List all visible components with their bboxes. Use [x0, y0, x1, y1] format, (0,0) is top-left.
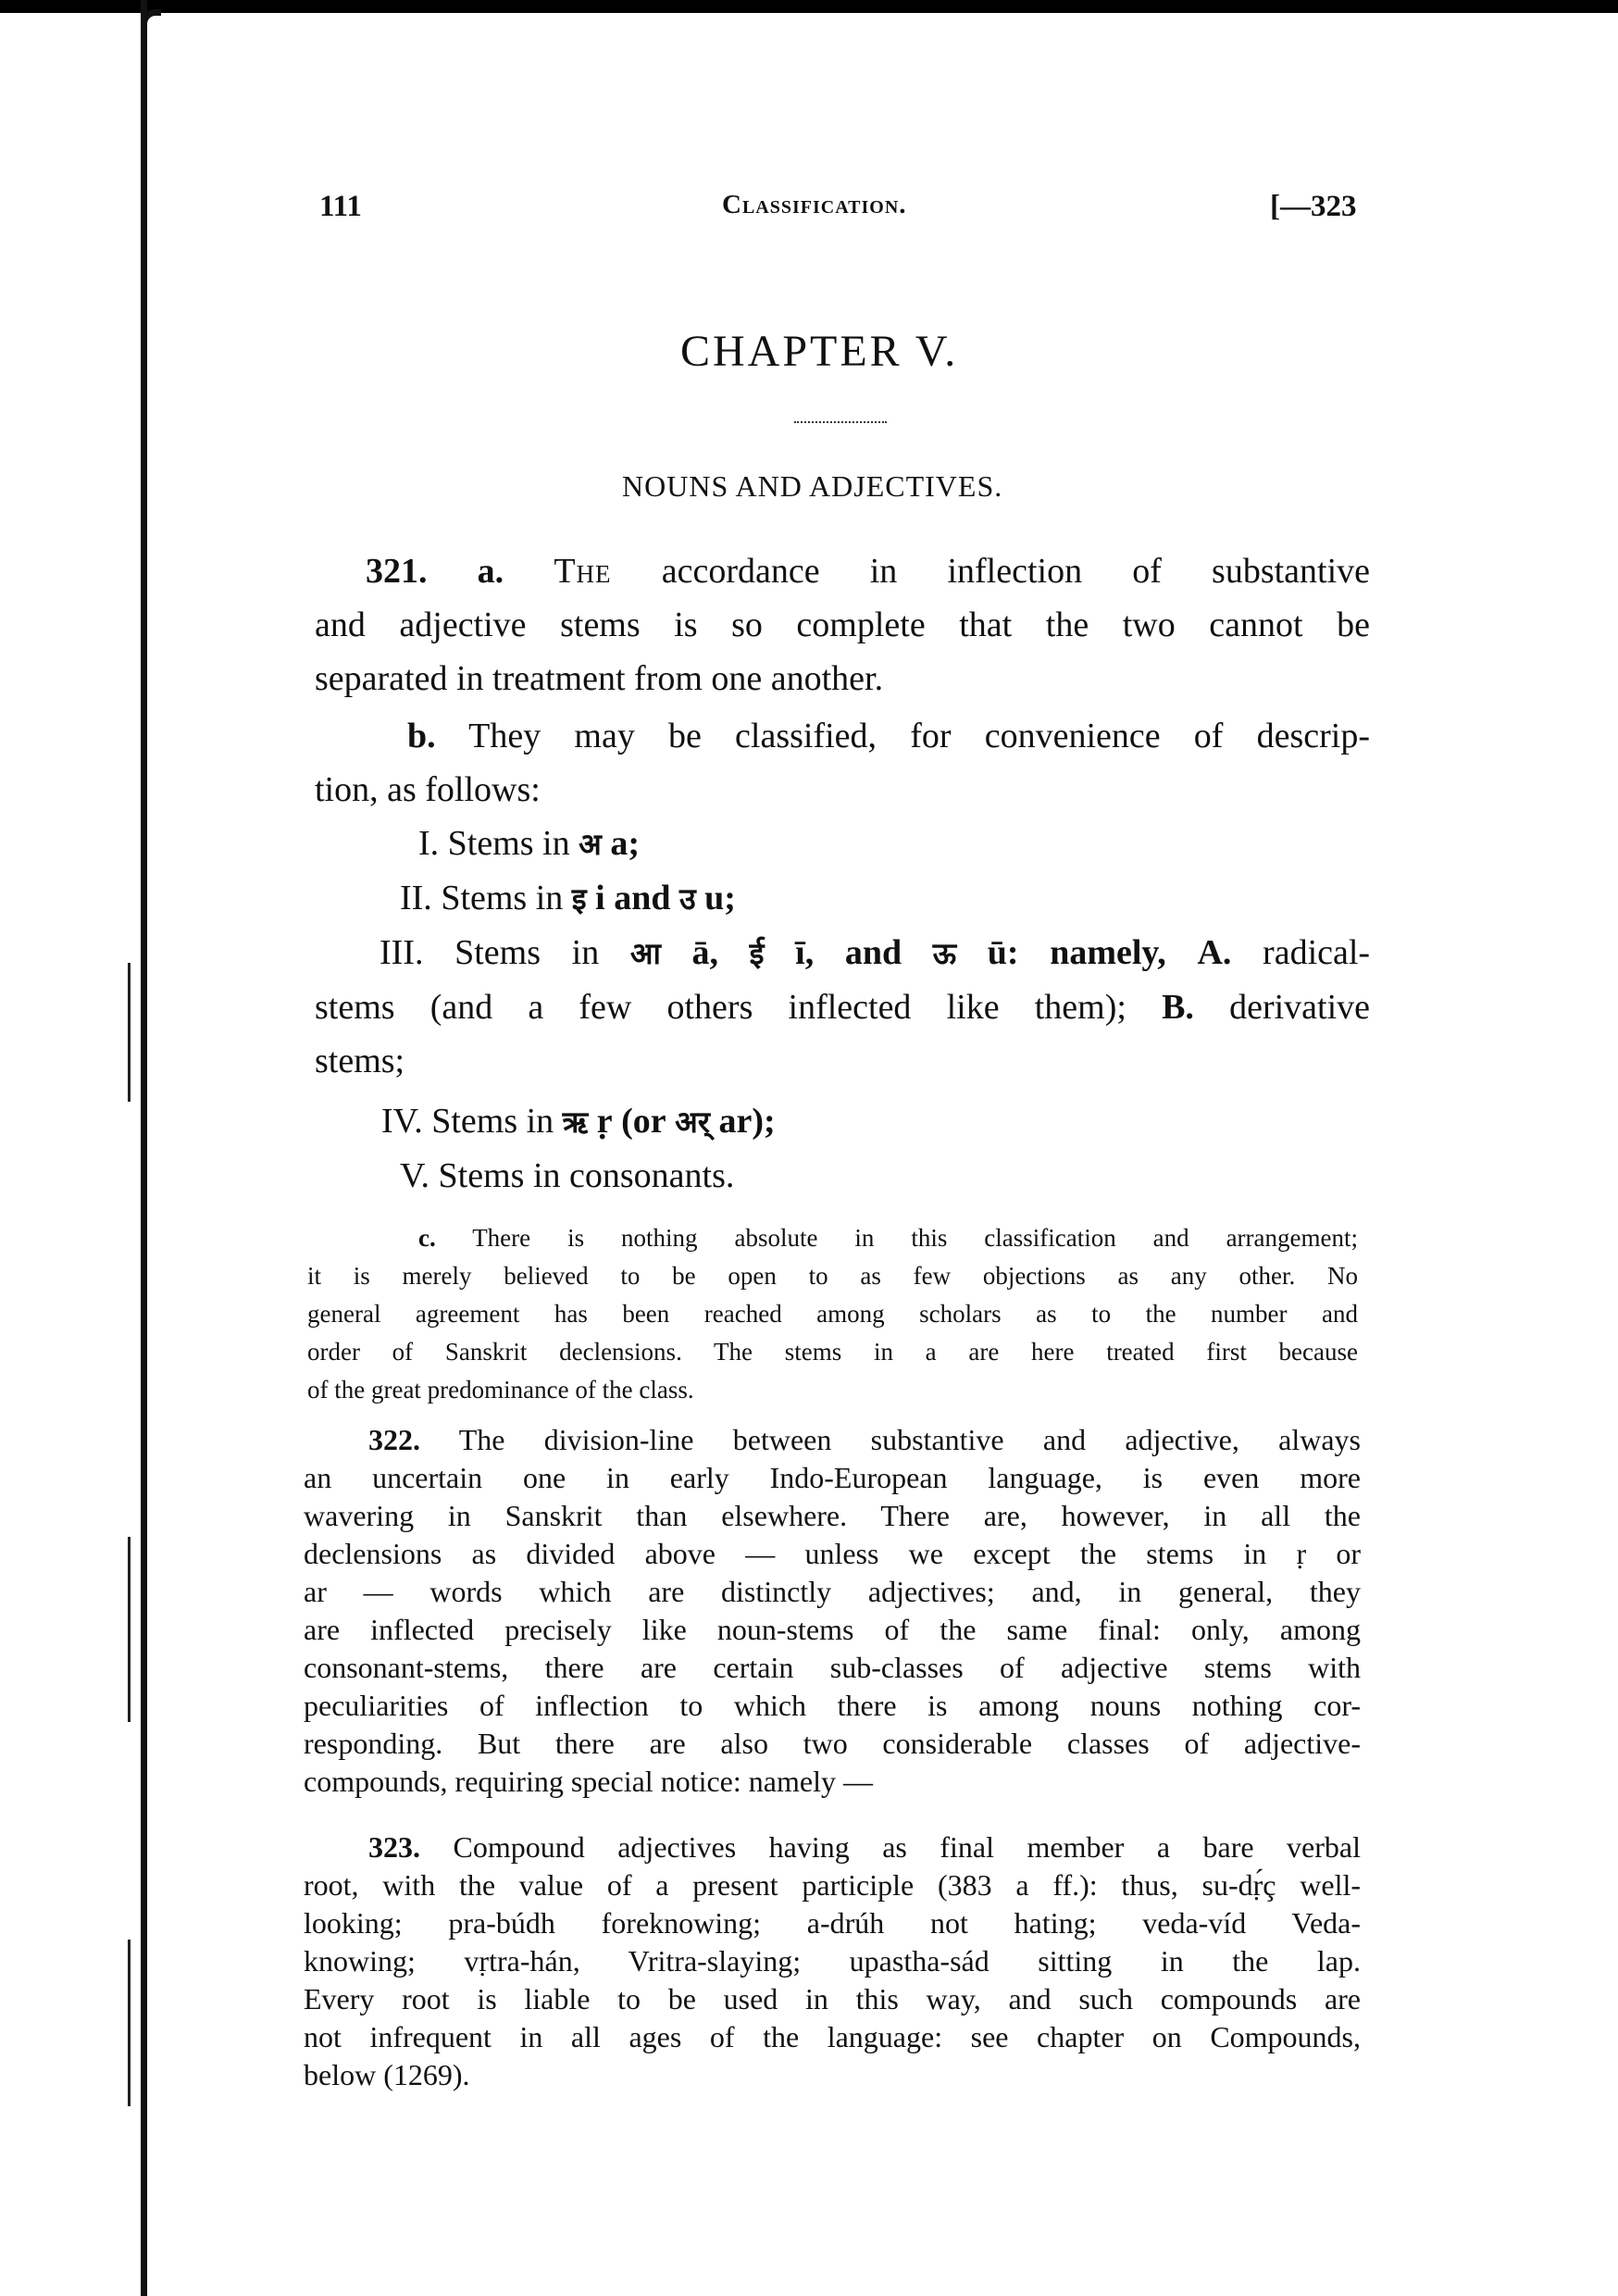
margin-mark — [128, 963, 131, 1102]
section-321c: c. There is nothing absolute in this classification and arrangement; it is merely believed to be open to as few objections as any other. No general agreement has been reached among scholars as to the number and order of Sanskrit declensions. The stems in a are here treated first because of the great predominance of the class. — [307, 1224, 1358, 1404]
running-title: Classification. — [722, 190, 907, 219]
devanagari-glyph: उ — [678, 881, 696, 917]
section-number: 323. — [368, 1830, 420, 1864]
devanagari-glyph: अ — [579, 827, 602, 862]
drop-word: The — [554, 552, 612, 591]
text-line: and adjective stems is so complete that the two cannot be — [315, 605, 1370, 644]
subsection-label: b. — [407, 717, 436, 755]
margin-mark — [128, 1537, 131, 1722]
class-item-2: II. Stems in इ i and उ u; — [400, 879, 736, 917]
chapter-title: CHAPTER V. — [680, 327, 959, 376]
text-line: tion, as follows: — [315, 770, 541, 809]
devanagari-glyph: इ — [571, 881, 587, 917]
section-323: 323. Compound adjectives having as final member a bare verbal root, with the value of a present participle (383 a ff.): thus, su-dṛ́ç well- looking; pra-búdh foreknowing; a-drúh not hating; veda-víd Veda- knowing; vṛtra-hán, Vritra-slaying; upastha-sád sitting in the lap. Every root is liable to be used in this way, and such compounds are not infrequent in all ages of the language: see chapter on Compounds, below (1269). — [304, 1830, 1362, 2091]
class-item-1: I. Stems in अ a; — [418, 824, 640, 863]
top-scan-edge — [0, 0, 1618, 13]
page-number: 111 — [319, 190, 362, 223]
subsection-label: a. — [477, 552, 504, 591]
title-rule — [794, 421, 887, 423]
text-line: separated in treatment from one another. — [315, 659, 884, 698]
devanagari-glyph: ऊ — [932, 936, 957, 971]
section-322: 322. The division-line between substantive and adjective, always an uncertain one in early Indo-European language, is even more wavering in Sanskrit than elsewhere. There are, however, in all the declensions as divided above — unless we except the stems in ṛ or ar — words which are distinctly adjectives; and, in general, they are inflected precisely like noun-stems of the same final: only, among consonant-stems, there are certain sub-classes of adjective stems with peculiarities of inflection to which there is among nouns nothing cor- responding. But there are also two considerable classes of adjective- compounds, requiring special notice: namely — — [304, 1423, 1362, 1798]
section-number: 322. — [368, 1423, 420, 1456]
section-reference: [—323 — [1270, 190, 1357, 223]
section-321a — [315, 544, 1370, 705]
section-321b — [315, 709, 1370, 817]
text-line — [315, 544, 1370, 598]
text-line: b. They may be classified, for convenience of descrip- — [407, 717, 1370, 755]
text-line: accordance in inflection of substantive — [661, 552, 1371, 591]
margin-mark — [128, 1940, 131, 2106]
devanagari-glyph: ई — [749, 936, 765, 971]
devanagari-glyph: ऋ — [562, 1104, 589, 1140]
section-number: 321. — [366, 552, 428, 591]
devanagari-glyph: अर् — [675, 1104, 711, 1140]
devanagari-glyph: आ — [629, 936, 661, 971]
chapter-subtitle: NOUNS AND ADJECTIVES. — [622, 469, 1003, 503]
class-item-3: III. Stems in आ ā, ई ī, and ऊ ū: namely, A. radical- stems (and a few others inflected like them); B. derivative stems; — [315, 933, 1371, 1080]
class-item-5: V. Stems in consonants. — [400, 1156, 735, 1195]
class-item-4: IV. Stems in ऋ ṛ (or अर् ar); — [381, 1102, 776, 1141]
